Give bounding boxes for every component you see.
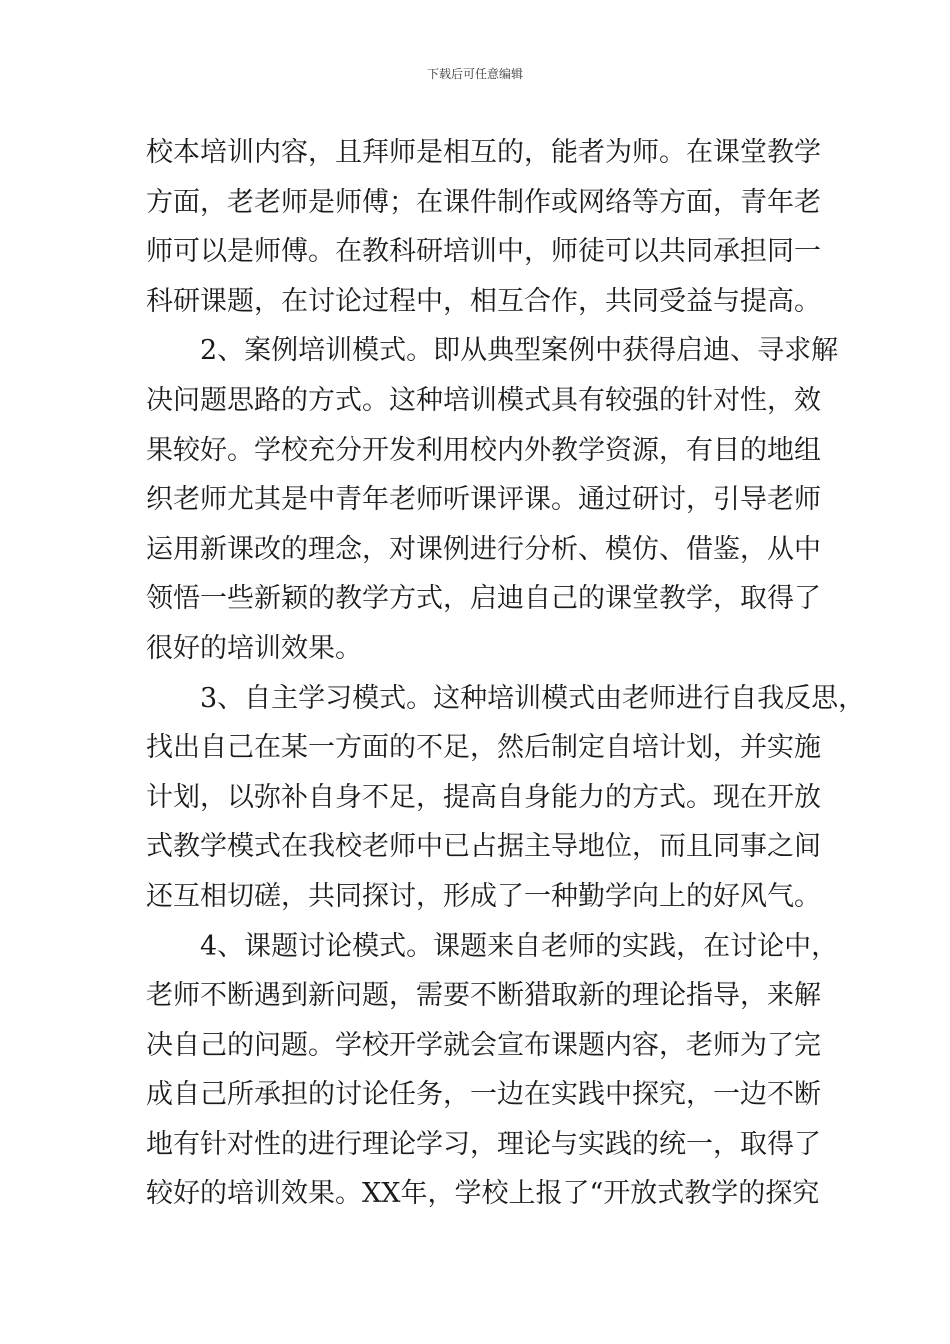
body-text-line: 找出自己在某一方面的不足，然后制定自培计划，并实施 xyxy=(146,732,821,764)
body-text-line: 较好的培训效果。XX年，学校上报了“开放式教学的探究 xyxy=(146,1178,820,1210)
body-text-line: 还互相切磋，共同探讨，形成了一种勤学向上的好风气。 xyxy=(146,880,821,912)
body-text-line: 织老师尤其是中青年老师听课评课。通过研讨，引导老师 xyxy=(146,484,821,516)
body-text-line: 成自己所承担的讨论任务，一边在实践中探究，一边不断 xyxy=(146,1079,821,1111)
document-body xyxy=(146,128,866,1219)
body-text-line: 果较好。学校充分开发利用校内外教学资源，有目的地组 xyxy=(146,434,821,466)
body-text-line: 老师不断遇到新问题，需要不断猎取新的理论指导，来解 xyxy=(146,980,821,1012)
body-text-line: 决问题思路的方式。这种培训模式具有较强的针对性，效 xyxy=(146,384,821,416)
body-text-line: 运用新课改的理念，对课例进行分析、模仿、借鉴，从中 xyxy=(146,533,821,565)
body-text-line: 科研课题，在讨论过程中，相互合作，共同受益与提高。 xyxy=(146,285,821,317)
body-text-line: 方面，老老师是师傅；在课件制作或网络等方面，青年老 xyxy=(146,186,821,218)
body-text-line: 4、课题讨论模式。课题来自老师的实践，在讨论中， xyxy=(200,930,839,962)
body-text-line: 很好的培训效果。 xyxy=(146,632,362,664)
body-text-line: 决自己的问题。学校开学就会宣布课题内容，老师为了完 xyxy=(146,1029,821,1061)
body-text-line: 校本培训内容，且拜师是相互的，能者为师。在课堂教学 xyxy=(146,137,821,168)
body-text-line: 地有针对性的进行理论学习，理论与实践的统一，取得了 xyxy=(146,1128,821,1160)
page-header-note: 下载后可任意编辑 xyxy=(426,67,523,81)
body-text-line: 计划，以弥补自身不足，提高自身能力的方式。现在开放 xyxy=(146,781,821,813)
body-text-line: 领悟一些新颖的教学方式，启迪自己的课堂教学，取得了 xyxy=(146,583,821,615)
body-text-line: 式教学模式在我校老师中已占据主导地位，而且同事之间 xyxy=(146,831,821,863)
body-text-line: 2、案例培训模式。即从典型案例中获得启迪、寻求解 xyxy=(200,335,839,367)
body-text-line: 师可以是师傅。在教科研培训中，师徒可以共同承担同一 xyxy=(146,236,821,268)
body-text-line: 3、自主学习模式。这种培训模式由老师进行自我反思， xyxy=(200,682,866,714)
